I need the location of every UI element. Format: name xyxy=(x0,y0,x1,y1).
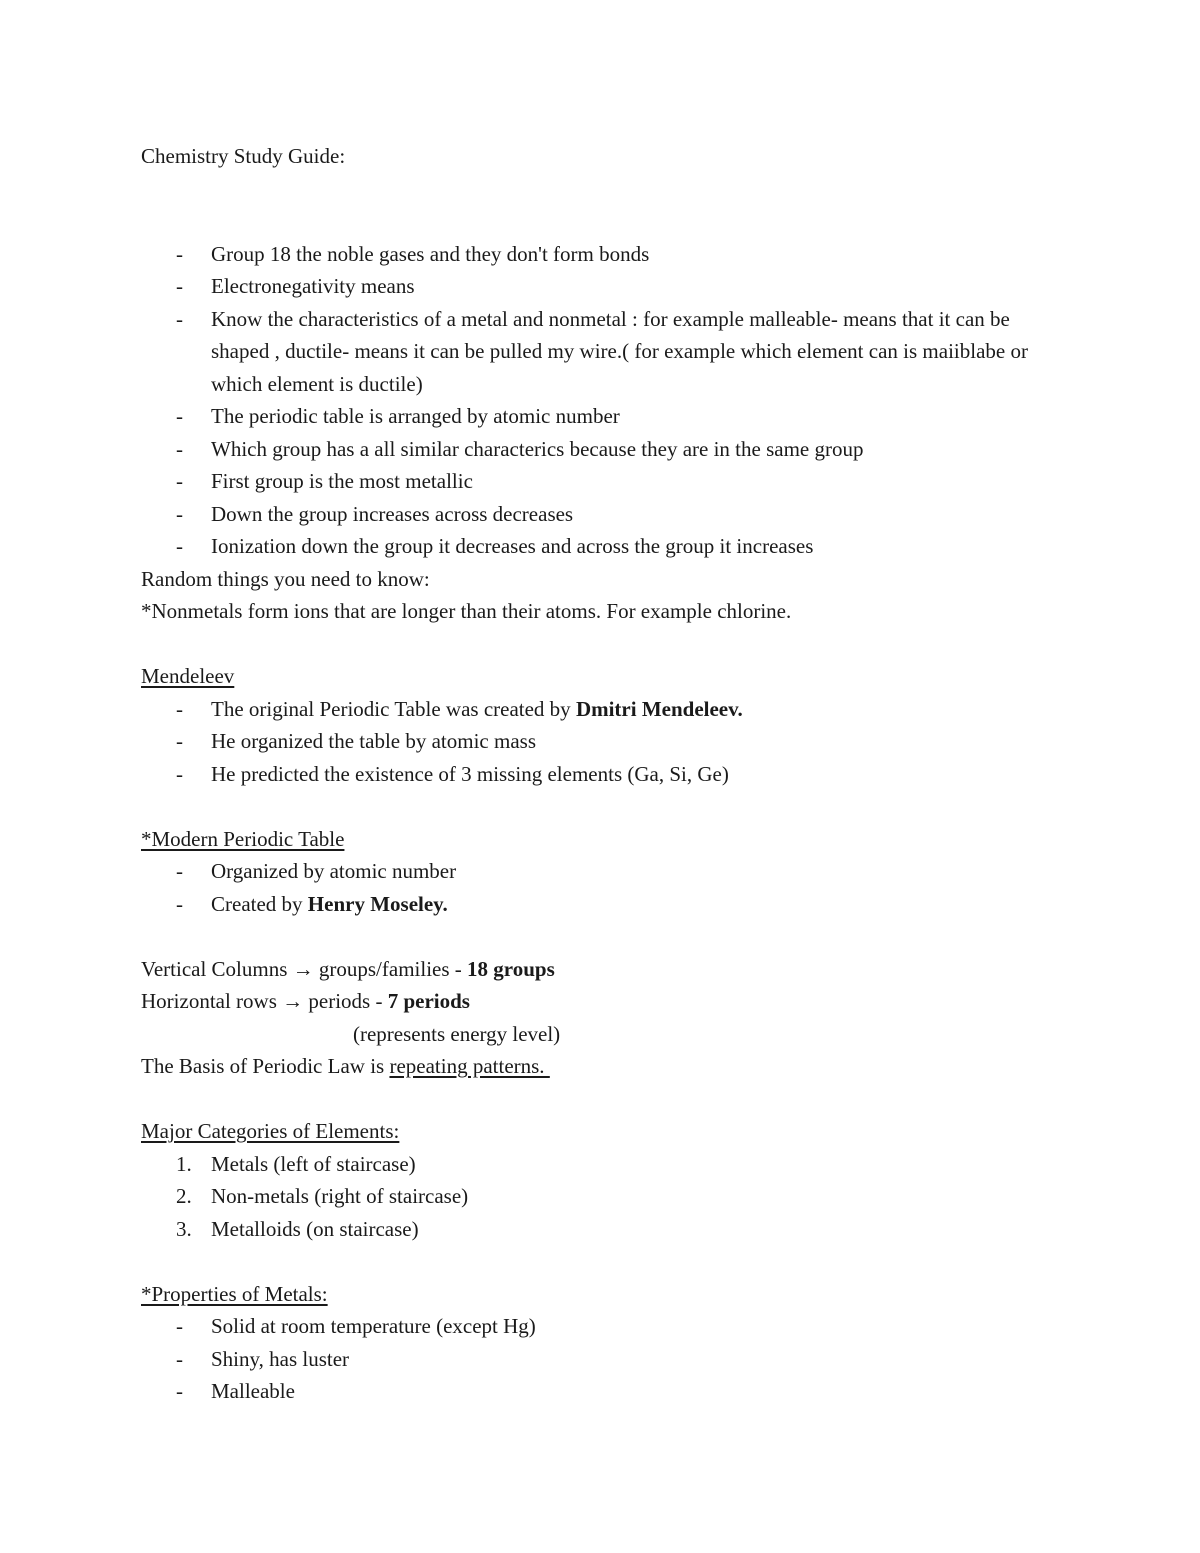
list-item: - Ionization down the group it decreases and across the group it increases xyxy=(141,530,1071,563)
list-number: 1. xyxy=(176,1151,192,1176)
modern-list xyxy=(141,855,1071,920)
line-text: Horizontal rows → periods - xyxy=(141,989,388,1013)
random-note: *Nonmetals form ions that are longer than their atoms. For example chlorine. xyxy=(141,599,792,623)
line-bold: 7 periods xyxy=(387,989,470,1013)
list-item xyxy=(141,888,1071,921)
list-item: - First group is the most metallic xyxy=(141,465,1071,498)
list-item: - Group 18 the noble gases and they don't form bonds xyxy=(141,238,1071,271)
list-item-text: Metals (left of staircase) xyxy=(211,1151,416,1176)
list-item: - Know the characteristics of a metal and nonmetal : for example malleable- means that it can be shaped , ductile- means it can be pulled my wire.( for example which element can is maiiblabe or which element is ductile) xyxy=(141,303,1071,401)
categories-heading-text: Major Categories of Elements: xyxy=(141,1119,400,1143)
list-item-bold: Dmitri Mendeleev. xyxy=(575,696,743,721)
mendeleev-list xyxy=(141,693,1071,791)
list-item: - Down the group increases across decreases xyxy=(141,498,1071,531)
list-item-text: Metalloids (on staircase) xyxy=(211,1216,419,1241)
list-item-bold: Henry Moseley. xyxy=(307,891,448,916)
list-item: - Shiny, has luster xyxy=(141,1343,1071,1376)
list-item xyxy=(141,1148,1071,1181)
list-item: - Malleable xyxy=(141,1375,1071,1408)
metals-heading xyxy=(141,1278,1071,1311)
metals-heading-text: *Properties of Metals: xyxy=(141,1281,328,1306)
line-text: The Basis of Periodic Law is xyxy=(141,1054,390,1078)
list-item: - Organized by atomic number xyxy=(141,855,1071,888)
page-title: Chemistry Study Guide: xyxy=(141,144,346,168)
line-bold: 18 groups xyxy=(467,956,555,981)
list-item xyxy=(141,1180,1071,1213)
categories-list xyxy=(141,1148,1071,1246)
list-item-text: The original Periodic Table was created by xyxy=(211,696,576,721)
list-number: 2. xyxy=(176,1184,192,1208)
modern-heading xyxy=(141,823,1071,856)
list-item: - He predicted the existence of 3 missing elements (Ga, Si, Ge) xyxy=(141,758,1071,791)
document-page xyxy=(141,140,1071,1408)
vertical-columns-line xyxy=(141,953,1071,986)
list-item xyxy=(141,1213,1071,1246)
metals-list xyxy=(141,1310,1071,1408)
categories-heading xyxy=(141,1115,1071,1148)
energy-level-line: (represents energy level) xyxy=(353,1021,561,1046)
list-item-text: Non-metals (right of staircase) xyxy=(211,1184,469,1208)
list-item: - Which group has a all similar characterics because they are in the same group xyxy=(141,433,1071,466)
line-text: Vertical Columns → groups/families - xyxy=(141,956,468,981)
list-item xyxy=(141,693,1071,726)
horizontal-rows-line xyxy=(141,985,1071,1018)
list-item-text: Created by xyxy=(211,891,308,916)
list-item: - Solid at room temperature (except Hg) xyxy=(141,1310,1071,1343)
list-item: - Electronegativity means xyxy=(141,270,1071,303)
line-underlined: repeating patterns. xyxy=(389,1054,550,1078)
intro-list xyxy=(141,238,1071,563)
list-item: - He organized the table by atomic mass xyxy=(141,725,1071,758)
random-heading: Random things you need to know: xyxy=(141,566,430,591)
modern-heading-text: *Modern Periodic Table xyxy=(141,826,345,851)
periodic-law-line xyxy=(141,1050,1071,1083)
list-number: 3. xyxy=(176,1216,192,1241)
list-item: - The periodic table is arranged by atomic number xyxy=(141,400,1071,433)
mendeleev-heading xyxy=(141,660,1071,693)
mendeleev-heading-text: Mendeleev xyxy=(141,664,235,688)
